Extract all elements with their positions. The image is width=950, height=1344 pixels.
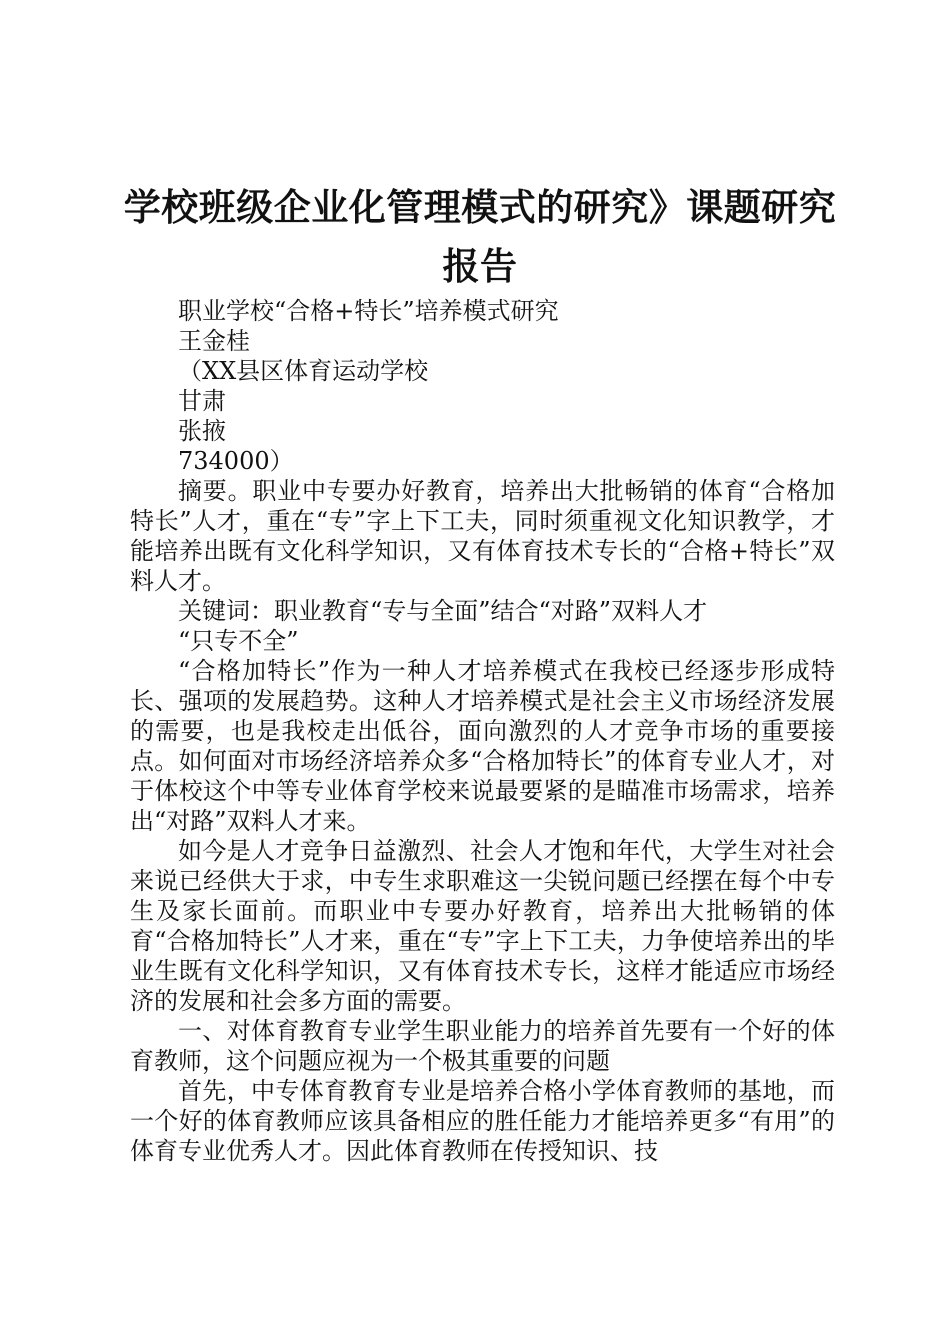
section-heading: “只专不全”: [178, 627, 299, 655]
postcode: 734000）: [178, 447, 294, 475]
body-paragraph-2: 如今是人才竞争日益激烈、社会人才饱和年代，大学生对社会来说已经供大于求，中专生求职难这一尖锐问题已经摆在每个中专生及家长面前。而职业中专要办好教育，培养出大批畅销的体育“合格加特长”人才来，重在“专”字上下工夫，力争使培养出的毕业生既有文化科学知识，又有体育技术专长，这样才能适应市场经济的发展和社会多方面的需要。: [130, 837, 835, 1015]
abstract-paragraph: 摘要。职业中专要办好教育，培养出大批畅销的体育“合格加特长”人才，重在“专”字上下工夫，同时须重视文化知识教学，才能培养出既有文化科学知识，又有体育技术专长的“合格+特长”双料人才。: [130, 477, 835, 595]
body-paragraph-1: “合格加特长”作为一种人才培养模式在我校已经逐步形成特长、强项的发展趋势。这种人才培养模式是社会主义市场经济发展的需要，也是我校走出低谷，面向激烈的人才竞争市场的重要接点。如何面对市场经济培养众多“合格加特长”的体育专业人才，对于体校这个中等专业体育学校来说最要紧的是瞄准市场需求，培养出“对路”双料人才来。: [130, 657, 835, 835]
body-paragraph-3: 一、对体育教育专业学生职业能力的培养首先要有一个好的体育教师，这个问题应视为一个极其重要的问题: [130, 1017, 835, 1075]
province: 甘肃: [178, 387, 226, 415]
affiliation: （XX县区体育运动学校: [178, 357, 429, 385]
author-name: 王金桂: [178, 327, 250, 355]
body-paragraph-4: 首先，中专体育教育专业是培养合格小学体育教师的基地，而一个好的体育教师应该具备相应的胜任能力才能培养更多“有用”的体育专业优秀人才。因此体育教师在传授知识、技: [130, 1077, 835, 1165]
city: 张掖: [178, 417, 226, 445]
document-body: [130, 296, 835, 1166]
document-title: 学校班级企业化管理模式的研究》课题研究报告: [123, 186, 837, 288]
keywords-line: 关键词：职业教育“专与全面”结合“对路”双料人才: [178, 597, 708, 625]
subtitle: 职业学校“合格+特长”培养模式研究: [178, 297, 559, 325]
